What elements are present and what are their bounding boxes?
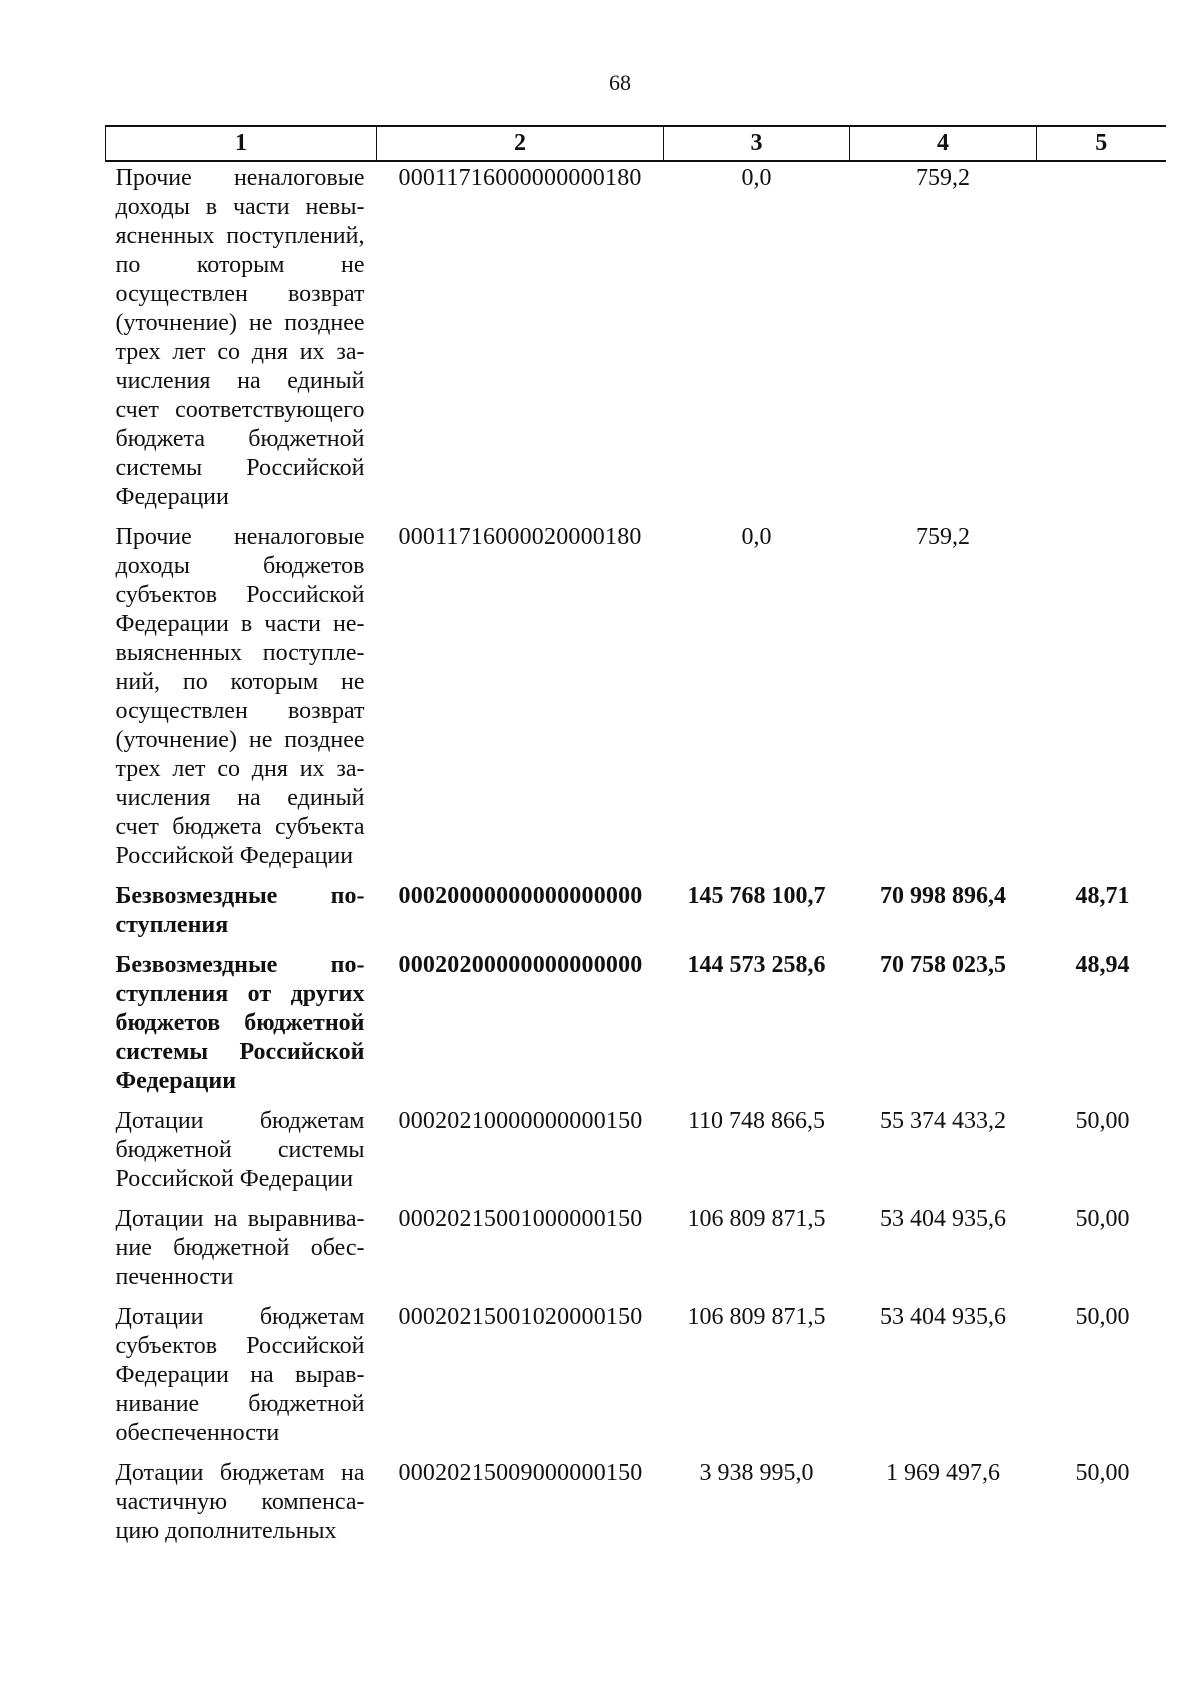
table-row [106, 523, 1166, 882]
row-code-cell: 00011716000020000180 [398, 524, 642, 550]
row-col5-cell: 50,00 [1075, 1460, 1130, 1486]
row-col3-cell: 0,0 [741, 524, 772, 550]
row-name-cell: Дотации бюджетам субъектов Российской Федерации на выравнивание бюджетной обеспеченности [115, 1304, 365, 1446]
row-col4-cell: 70 758 023,5 [880, 952, 1006, 978]
column-header-1: 1 [106, 126, 377, 161]
row-col3-cell: 0,0 [741, 165, 772, 191]
row-col4-cell: 53 404 935,6 [880, 1206, 1006, 1232]
table-row [106, 951, 1166, 1107]
budget-table [105, 125, 1166, 1557]
row-col3-cell: 110 748 866,5 [687, 1108, 826, 1134]
row-code-cell: 00020215001000000150 [398, 1206, 643, 1232]
table-header [106, 126, 1166, 161]
table-row [106, 882, 1166, 951]
column-header-5: 5 [1037, 126, 1166, 161]
row-name-cell: Дотации бюджетам на частичную компенсацию дополнительных [115, 1460, 365, 1544]
table-row [106, 1107, 1166, 1205]
row-code-cell: 00020215009000000150 [398, 1460, 643, 1486]
row-col4-cell: 53 404 935,6 [880, 1304, 1006, 1330]
table-body [106, 161, 1166, 1557]
row-col5-cell: 50,00 [1075, 1304, 1130, 1330]
header-row [106, 126, 1166, 161]
row-col5-cell: 50,00 [1075, 1206, 1130, 1232]
row-col3-cell: 3 938 995,0 [699, 1460, 814, 1486]
row-col4-cell: 759,2 [916, 165, 970, 191]
row-col5-cell [1037, 161, 1166, 523]
row-col4-cell: 1 969 497,6 [886, 1460, 1000, 1486]
row-code-cell: 00011716000000000180 [398, 165, 642, 191]
row-code-cell: 00020210000000000150 [398, 1108, 643, 1134]
table-row [106, 1459, 1166, 1557]
page-number: 68 [609, 70, 631, 95]
table-row [106, 1205, 1166, 1303]
row-col3-cell: 106 809 871,5 [687, 1304, 826, 1330]
row-col3-cell: 144 573 258,6 [687, 952, 826, 978]
row-col3-cell: 145 768 100,7 [687, 883, 826, 909]
row-col4-cell: 55 374 433,2 [880, 1108, 1006, 1134]
row-name-cell: Дотации бюджетам бюджетной системы Российской Федерации [115, 1108, 365, 1192]
row-code-cell: 00020215001020000150 [398, 1304, 643, 1330]
column-header-2: 2 [377, 126, 664, 161]
row-name-cell: Прочие неналоговые доходы бюджетов субъектов Российской Федерации в части невыясненных поступлений, по которым не осуществлен возврат (уточнение) не позднее трех лет со дня их зачисления на единый счет бюджета субъекта Российской Федерации [115, 524, 365, 869]
row-col4-cell: 70 998 896,4 [880, 883, 1006, 909]
row-name-cell: Прочие неналоговые доходы в части невыясненных поступлений, по которым не осуществлен возврат (уточнение) не позднее трех лет со дня их зачисления на единый счет соответствующего бюджета бюджетной системы Российской Федерации [115, 165, 365, 510]
row-code-cell: 00020200000000000000 [398, 952, 643, 978]
row-code-cell: 00020000000000000000 [398, 883, 643, 909]
row-col4-cell: 759,2 [916, 524, 970, 550]
table-row [106, 161, 1166, 523]
table-row [106, 1303, 1166, 1459]
row-col5-cell: 50,00 [1075, 1108, 1130, 1134]
row-name-cell: Дотации на выравнивание бюджетной обеспеченности [115, 1206, 365, 1290]
row-col5-cell [1037, 523, 1166, 882]
row-col5-cell: 48,94 [1075, 952, 1130, 978]
column-header-4: 4 [850, 126, 1037, 161]
row-col3-cell: 106 809 871,5 [687, 1206, 826, 1232]
row-col5-cell: 48,71 [1075, 883, 1130, 909]
row-name-cell: Безвозмездные поступления от других бюджетов бюджетной системы Российской Федерации [115, 952, 365, 1094]
row-name-cell: Безвозмездные поступления [115, 883, 365, 938]
column-header-3: 3 [664, 126, 850, 161]
